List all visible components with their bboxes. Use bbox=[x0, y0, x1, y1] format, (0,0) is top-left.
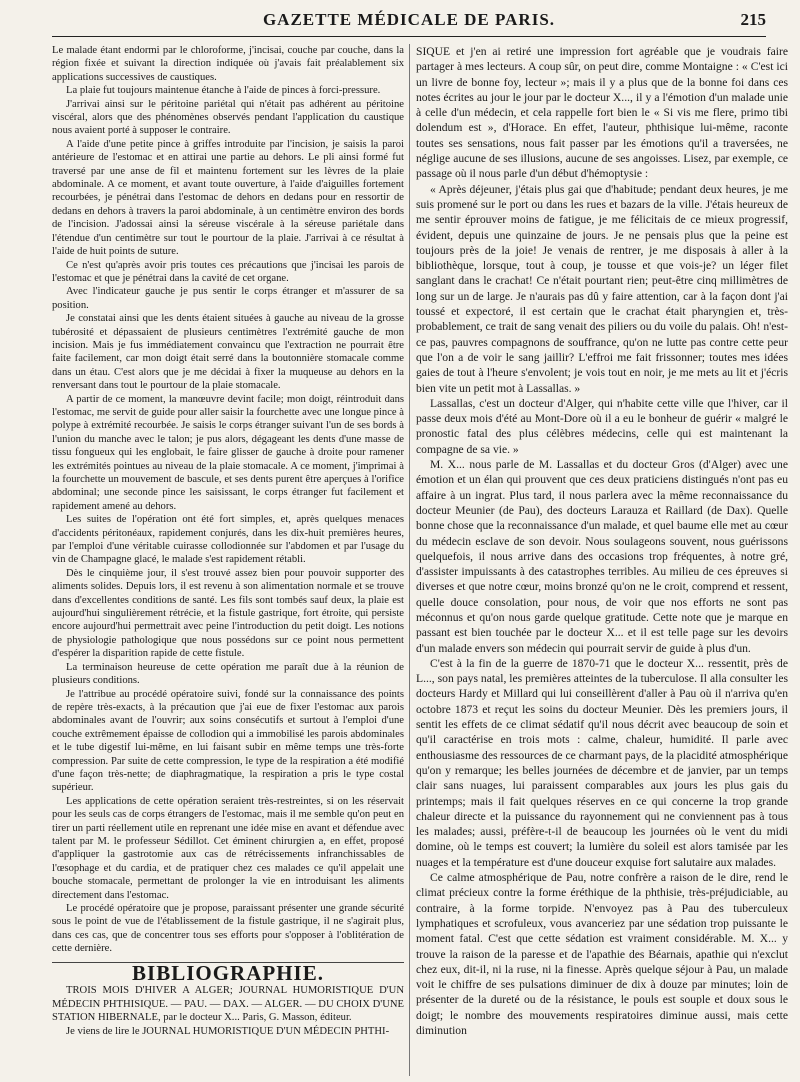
paragraph: La terminaison heureuse de cette opération me paraît due à la réunion de plusieurs conditions. bbox=[52, 661, 404, 687]
paragraph: A partir de ce moment, la manœuvre devint facile; mon doigt, réintroduit dans l'estomac, me servit de guide pour aller saisir la fourchette avec une longue pince à polype à extrémité recourbée. Je saisis le corps étranger suivant l'un de ses bords à l'union du manche avec le talon; je pus alors, dégageant les dents d'une masse de tissu fongueux qui les englobait, le faire glisser de gauche à droite pour ramener les extrémités pointues au niveau de la plaie stomacale. A ce moment, j'imprimai à la fourchette un mouvement de bascule, et ses dents purent être aperçues à l'orifice abdominal; une seconde pince les saisissant, le corps étranger fut facilement et rapidement amené au dehors. bbox=[52, 393, 404, 512]
running-title: GAZETTE MÉDICALE DE PARIS. bbox=[262, 10, 556, 29]
paragraph: Avec l'indicateur gauche je pus sentir le corps étranger et m'assurer de sa position. bbox=[52, 286, 404, 311]
paragraph: Je viens de lire le JOURNAL HUMORISTIQUE D'UN MÉDECIN PHTHI- bbox=[66, 1025, 390, 1037]
paragraph: Ce n'est qu'après avoir pris toutes ces précautions que j'incisai les parois de l'estomac et que je pénétrai dans la cavité de cet organe. bbox=[52, 259, 404, 284]
paragraph: Je constatai ainsi que les dents étaient situées à gauche au niveau de la grosse tubérosité et dépassaient de plusieurs centimètres l'extrémité gauche de mon incision. Mais je fus immédiatement convaincu que l'extraction ne pourrait être faite facilement, car mon doigt était serré dans la boutonnière stomacale comme dans un étau. C'est alors que je me décidai à fixer la muqueuse au dehors en la renversant dans tout le pourtour de la plaie stomacale. bbox=[52, 313, 404, 392]
bibliography-heading: BIBLIOGRAPHIE. bbox=[52, 962, 404, 980]
paragraph: Dès le cinquième jour, il s'est trouvé assez bien pour pouvoir supporter des aliments solides. Depuis lors, il est revenu à son alimentation normale et se trouve dans d'excellentes conditions de santé. Les fils sont tombés sauf deux, la plaie est aujourd'hui singulièrement rétrécie, et la fistule gastrique, fort étroite, qui persiste encore aujourd'hui permettrait avec peine l'introduction du petit doigt. Les notions de physiologie pathologique que nous possédons sur ce point nous permettent d'espérer la disparition rapide de cette fistule. bbox=[52, 567, 404, 660]
paragraph: C'est à la fin de la guerre de 1870-71 que le docteur X... ressentit, près de L..., son pays natal, les premières atteintes de la tuberculose. Il alla consulter les docteurs Hardy et Millard qui lui conseillèrent d'aller à Pau où il n'arriva qu'en octobre 1873 et reçut les soins du docteur Meunier. Dès les premiers jours, il sentit les effets de ce climat sédatif qu'il nous décrit avec beaucoup de soin et qu'il caractérise en trois mots : calme, chaleur, humidité. Il parle avec enthousiasme des ressources de ce charmant pays, de la placidité atmosphérique qu'on y remarque; les belles journées de décembre et de janvier, par un temps clair sans nuages, lui paraissent comparables aux jours les plus gais du printemps; mais il fait quelques réserves en ce qui concerne la trop grande chaleur directe et la puissance du rayonnement qui ne conviennent pas à tous les malades; aussi, préfère-t-il de beaucoup les journées où le vent du midi domine, où le temps est couvert; la lumière du soleil est alors tamisée par les nuages et la température est d'une douceur exquise fort salutaire aux malades. bbox=[416, 656, 788, 869]
paragraph: M. X... nous parle de M. Lassallas et du docteur Gros (d'Alger) avec une émotion et un élan qui prouvent que ces deux praticiens distingués n'ont pas eu affaire à un ingrat. Plus tard, il nous parlera avec la même reconnaissance du docteur Meunier (de Pau), des docteurs Larauza et Raillard (de Dax). Quelle bonne chose que la reconnaissance d'un malade, et quel baume elle met au cœur du médecin esclave de son devoir. Nous soulageons souvent, nous guérissons quelquefois, il nous arrive dans des occasions trop fréquentes, à notre gré, d'assister impuissants à des catastrophes terribles. Au milieu de ces épreuves si diverses et que notre cœur, moins bronzé qu'on ne le croit, comprend et ressent, quelle douce consolation, pour nous, de voir que nos efforts ne sont pas méconnus et qu'on nous garde quelque gratitude. Cette note que je marque en passant est bien touchée par le docteur X... et il est telle page sur les devoirs d'un malade envers son médecin qui pourrait servir de guide à plus d'un. bbox=[416, 458, 788, 655]
paragraph: Le procédé opératoire que je propose, paraissant présenter une grande sécurité sous le point de vue de l'établissement de la fistule gastrique, il ne s'agirait plus, dans ces cas, que de concentrer tous ses efforts pour s'opposer à l'oblitération de cette dernière. bbox=[52, 903, 404, 955]
paragraph: La plaie fut toujours maintenue étanche à l'aide de pinces à forci-pressure. bbox=[66, 85, 381, 97]
paragraph: Les applications de cette opération seraient très-restreintes, si on les réservait pour les seuls cas de corps étrangers de l'estomac, mais il me semble qu'on peut en tirer un parti réellement utile en reprenant une idée mise en avant et défendue avec talent par M. le professeur Sédillot. Cet éminent chirurgien a, en effet, proposé d'appliquer la gastrotomie aux cas de rétrécissements infranchissables de l'œsophage et du cardia, et de pratiquer chez ces malades ce qu'il appelait une bouche stomacale, permettant de prolonger la vie en introduisant les aliments directement dans l'estomac. bbox=[52, 795, 404, 901]
paragraph: Ce calme atmosphérique de Pau, notre confrère a raison de le dire, rend le climat précieux contre la forme éréthique de la phthisie, très-préjudiciable, au contraire, à la forme torpide. N'envoyez pas à Pau des tuberculeux lymphatiques et scrofuleux, vous avanceriez par une sédation trop puissante le moment fatal. C'est que cette sédation est vraiment considérable. M. X... y trouve la raison de la paresse et de l'apathie des Béarnais, apathie qui n'exclut chez eux, dit-il, ni la ruse, ni la finesse. Après quelque séjour à Pau, un malade voit le chiffre de ses pulsations diminuer de dix à douze par minutes; loin de présenter de la dureté ou de la résistance, le pouls est souple et doux sous le doigt; le nombre des mouvements respiratoires diminue aussi, mais cette diminution bbox=[416, 871, 788, 1037]
column-divider bbox=[409, 44, 410, 1076]
paragraph: J'arrivai ainsi sur le péritoine pariétal qui n'était pas adhérent au péritoine viscéral, alors que des phénomènes observés pendant l'application du caustique nous avaient porté à supposer le contraire. bbox=[52, 98, 404, 137]
paragraph: A l'aide d'une petite pince à griffes introduite par l'incision, je saisis la paroi antérieure de l'estomac et en attirai une partie au dehors. Le pli ainsi formé fut traversé par une anse de fil et maintenu fortement sur les lèvres de la plaie abdominale. A ce moment, et avant toute ouverture, à l'aide d'aiguilles fortement recourbées, je pénétrai dans l'estomac de dehors en dedans pour en ressortir de dedans en dehors à travers la paroi abdominale, à un centimètre environ des bords de l'incision. J'adossai ainsi la séreuse viscérale à la séreuse pariétale dans l'étendue d'un centimètre sur tout le pourtour de la plaie. J'arrivai à ce résultat à l'aide de huit points de suture. bbox=[52, 138, 404, 258]
paragraph: « Après déjeuner, j'étais plus gai que d'habitude; pendant deux heures, je me suis promené sur le port ou dans les rues et bazars de la ville. J'étais heureux de me sentir éprouver moins de fatigue, je me félicitais de ce mieux progressif, évident, depuis une quinzaine de jours. Je ne pensais plus que la peine est toujours près de la joie! Je venais de rentrer, je me disposais à aller à la bibliothèque, lorsque, tout à coup, je tousse et que vois-je? un léger filet sanglant dans le crachat! Ce n'était pourtant rien; peut-être cinq millimètres de long sur un de large. Je n'aurais pas dû y faire attention, car à la façon dont j'ai toussé et expectoré, il est certain que le crachat était pharyngien et, très-probablement, ce trait de sang venait des piliers ou du voile du palais. Oh! n'est-ce pas, pauvres compagnons de souffrance, qu'on ne lutte pas contre cette peur que l'on a de voir le sang jaillir? L'effroi me fait frissonner; toutes mes idées gaies de tout à l'heure s'envolent; je vois tout en noir, je me mets au lit et j'écris bien vite un petit mot à Lassallas. » bbox=[416, 182, 788, 395]
page-number: 215 bbox=[740, 10, 766, 29]
bibliography-entry: TROIS MOIS D'HIVER A ALGER; JOURNAL HUMORISTIQUE D'UN MÉDECIN PHTHISIQUE. — PAU. — DAX. — ALGER. — DU CHOIX D'UNE STATION HIBERNALE, par le docteur X... Paris, G. Masson, éditeur. bbox=[52, 985, 404, 1024]
paragraph: SIQUE et j'en ai retiré une impression fort agréable que je voudrais faire partager à mes lecteurs. A coup sûr, on peut dire, comme Montaigne : « C'est ici un livre de bonne foy, lecteur »; mais il y a plus que de la bonne foi dans ces notes écrites au jour le jour par le docteur X..., il y a l'émotion d'un malade unie à celle d'un médecin, et cela rappelle fort bien le « Si vis me flere, primo tibi dolendum est », d'Horace. En effet, l'auteur, phthisique lui-même, raconte toutes ses sensations, nous fait passer par les émotions qu'il a traversées, ne néglige aucune de ses illusions, aucune de ses angoisses. Lisez, par exemple, ce passage où il nous parle d'un début d'hémoptysie : bbox=[416, 45, 788, 181]
right-column bbox=[416, 44, 788, 1076]
paragraph: Les suites de l'opération ont été fort simples, et, après quelques menaces d'accidents péritonéaux, rapidement conjurés, dans les dix-huit premières heures, par l'emploi d'une véritable cuirasse collodionnée sur l'abdomen et par l'usage du vin de Champagne glacé, le malade s'est rapidement rétabli. bbox=[52, 514, 404, 566]
left-column bbox=[52, 44, 404, 1076]
paragraph: Je l'attribue au procédé opératoire suivi, fondé sur la connaissance des points de repère très-exacts, à la précaution que j'ai eue de fixer l'estomac aux parois abdominales avant de l'ouvrir; aux soins consécutifs et surtout à l'emploi d'une couche extrêmement épaisse de collodion qui a immobilisé les parois abdominales et le tube digestif lui-même, en lui faisant subir en même temps une très-forte compression. Par suite de cette compression, le type de la respiration a été modifié d'une façon très-nette; de diaphragmatique, la respiration a pris le type costal supérieur. bbox=[52, 688, 404, 794]
paragraph: Lassallas, c'est un docteur d'Alger, qui n'habite cette ville que l'hiver, car il passe deux mois d'été au Mont-Dore où il a eu le bonheur de guérir « malgré le pronostic fatal des plus célèbres médecins, celle qui est maintenant la compagne de sa vie. » bbox=[416, 396, 788, 456]
page-header bbox=[52, 10, 766, 37]
paragraph: Le malade étant endormi par le chloroforme, j'incisai, couche par couche, dans la région fixée et suivant la direction indiquée où j'avais fait préalablement six applications successives de caustiques. bbox=[52, 45, 404, 83]
